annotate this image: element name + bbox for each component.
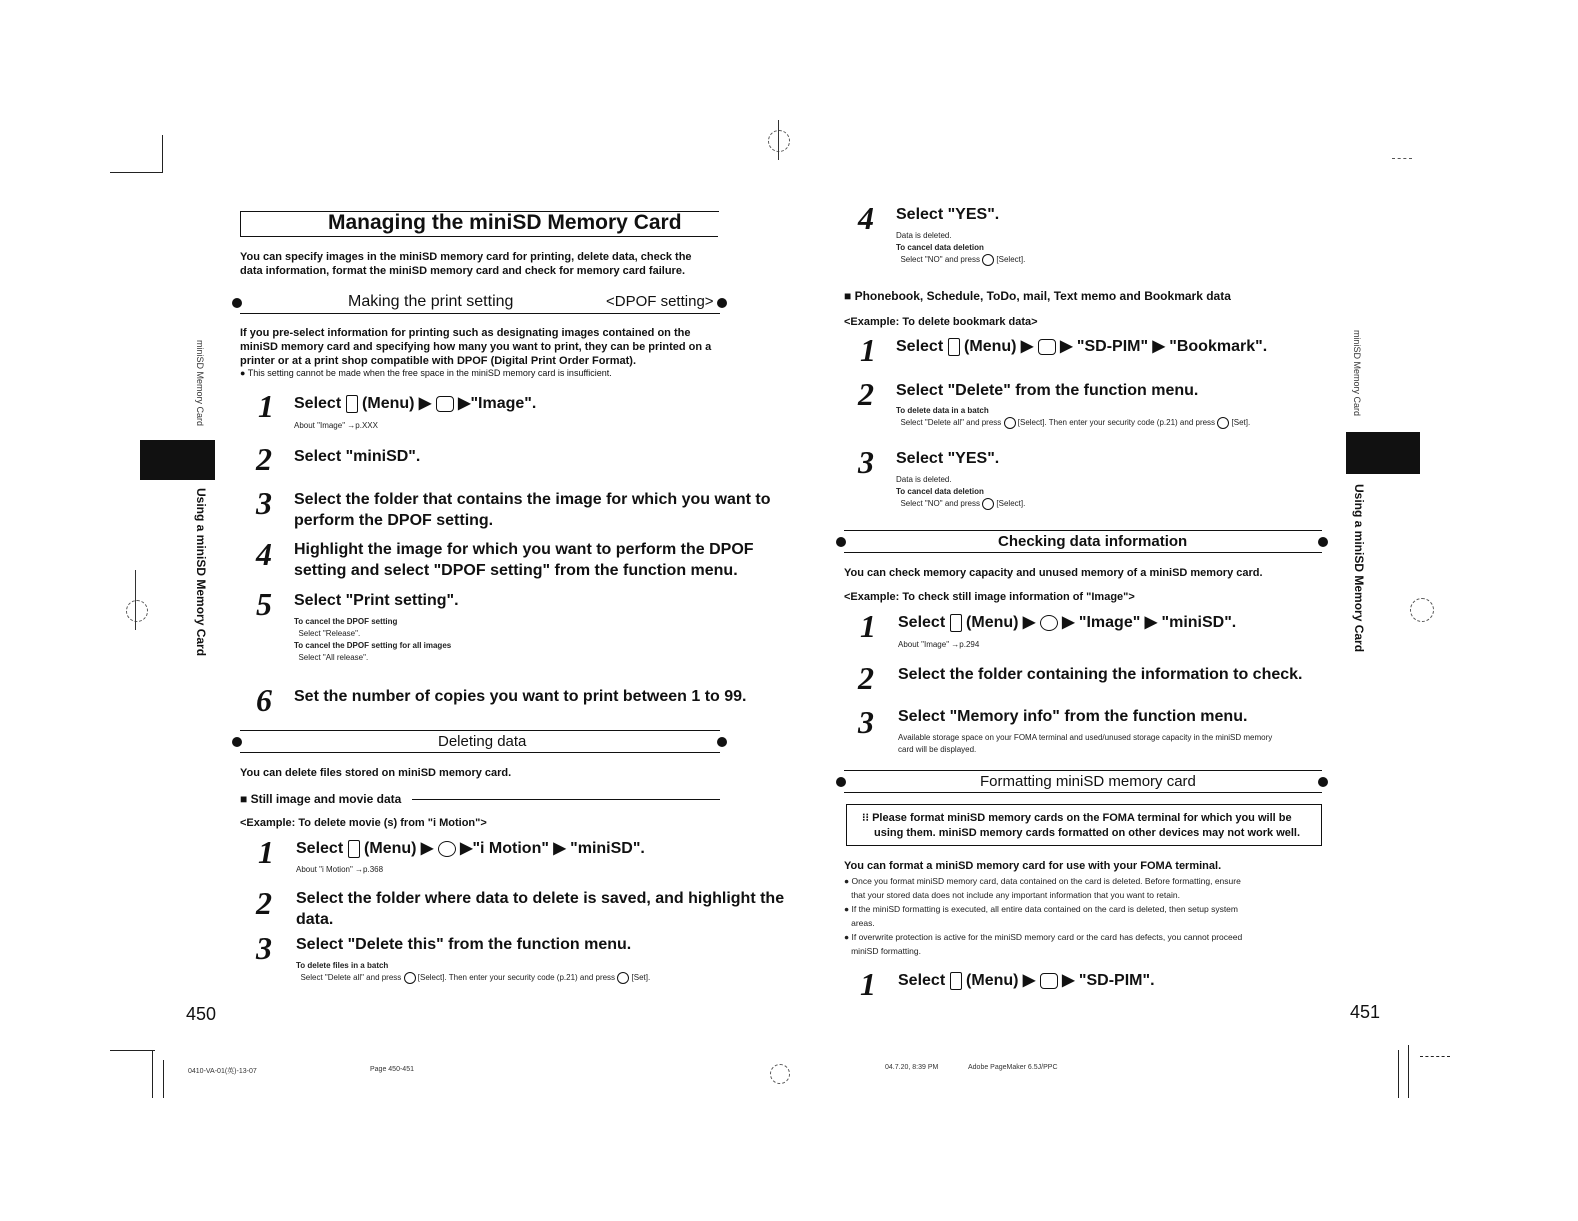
step-text: Select the folder that contains the image for which you want to perform the DPOF setting. xyxy=(294,491,771,529)
heading-rule xyxy=(844,552,1322,553)
center-key-icon xyxy=(617,972,629,984)
step-number: 3 xyxy=(858,704,874,740)
bullet-note: ● This setting cannot be made when the free space in the miniSD memory card is insufficient. xyxy=(240,368,612,378)
crop-mark xyxy=(110,160,163,173)
step-note: To delete data in a batch Select "Delete all" and press [Select]. Then enter your security code (p.21) and press [Set]. xyxy=(896,406,1251,428)
title-rule xyxy=(240,236,718,237)
step-text: Select "YES". xyxy=(896,206,1000,223)
intro-line: You can specify images in the miniSD memory card for printing, delete data, check the xyxy=(240,251,692,263)
step-number: 3 xyxy=(256,930,272,966)
camera-menu-icon xyxy=(1040,615,1058,631)
menu-key-icon xyxy=(950,972,962,990)
menu-key-icon xyxy=(346,395,358,413)
center-key-icon xyxy=(982,254,994,266)
paragraph-line: You can format a miniSD memory card for use with your FOMA terminal. xyxy=(844,860,1222,872)
footer-slug: Adobe PageMaker 6.5J/PPC xyxy=(968,1064,1058,1071)
step-note: About "Image" →p.XXX xyxy=(294,421,378,430)
step-number: 2 xyxy=(256,885,272,921)
center-key-icon xyxy=(404,972,416,984)
paragraph-line: printer or at a print shop compatible with DPOF (Digital Print Order Format). xyxy=(240,355,637,367)
center-key-icon xyxy=(982,498,994,510)
step-text: Select "miniSD". xyxy=(294,448,421,465)
step-text: Select "Memory info" from the function menu. xyxy=(898,708,1248,725)
registration-mark xyxy=(1410,598,1434,622)
example-label: <Example: To check still image information of "Image"> xyxy=(844,591,1135,603)
data-box-icon xyxy=(1040,973,1058,989)
subsection-rule xyxy=(412,799,720,800)
registration-mark xyxy=(768,130,790,152)
step-number: 6 xyxy=(256,682,272,718)
footer-slug: 0410-VA-01(英)-13-07 xyxy=(188,1068,257,1075)
heading-dot xyxy=(717,737,727,747)
heading-rule xyxy=(240,730,720,731)
step-number: 4 xyxy=(256,536,272,572)
side-label-small: miniSD Memory Card xyxy=(1352,330,1362,417)
paragraph-line: You can delete files stored on miniSD memory card. xyxy=(240,767,512,779)
side-label-small: miniSD Memory Card xyxy=(195,340,205,427)
step-number: 3 xyxy=(256,485,272,521)
example-label: <Example: To delete movie (s) from "i Motion"> xyxy=(240,817,487,829)
step-number: 1 xyxy=(860,332,876,368)
step-number: 1 xyxy=(860,966,876,1002)
step-number: 5 xyxy=(256,586,272,622)
menu-key-icon xyxy=(348,840,360,858)
camera-menu-icon xyxy=(438,841,456,857)
step-text: Select the folder containing the information to check. xyxy=(898,666,1303,683)
paragraph-line: You can check memory capacity and unused memory of a miniSD memory card. xyxy=(844,567,1263,579)
center-key-icon xyxy=(1217,417,1229,429)
step-text: Select (Menu) ▶ ▶"i Motion" ▶ "miniSD". xyxy=(296,840,645,857)
page-number: 450 xyxy=(186,1004,217,1024)
paragraph-line: If you pre-select information for printing such as designating images contained on the xyxy=(240,327,691,339)
registration-mark xyxy=(126,600,148,622)
heading-rule xyxy=(240,313,720,314)
side-label-section: Using a miniSD Memory Card xyxy=(194,488,208,657)
step-note: To delete files in a batch Select "Delete all" and press [Select]. Then enter your security code (p.21) and press [Set]. xyxy=(296,961,651,983)
camera-menu-icon xyxy=(436,396,454,412)
section-heading: Deleting data xyxy=(438,733,527,750)
subsection-heading: ■ Still image and movie data xyxy=(240,792,402,806)
heading-rule xyxy=(240,752,720,753)
warning-line: using them. miniSD memory cards formatted on other devices may not work well. xyxy=(874,827,1301,839)
step-note: About "Image" →p.294 xyxy=(898,640,980,649)
bullet-text: This setting cannot be made when the free space in the miniSD memory card is insufficient. xyxy=(247,368,612,378)
page-number: 451 xyxy=(1350,1002,1381,1022)
step-text: Select (Menu) ▶ ▶"Image". xyxy=(294,395,537,412)
example-label: <Example: To delete bookmark data> xyxy=(844,316,1038,328)
step-number: 1 xyxy=(258,834,274,870)
side-tab xyxy=(140,440,215,480)
step-number: 2 xyxy=(858,660,874,696)
step-number: 2 xyxy=(858,376,874,412)
footer-slug: Page 450-451 xyxy=(370,1066,414,1073)
step-note: About "i Motion" →p.368 xyxy=(296,865,384,874)
data-box-icon xyxy=(1038,339,1056,355)
registration-mark xyxy=(770,1064,790,1084)
menu-key-icon xyxy=(948,338,960,356)
registration-mark xyxy=(135,570,136,630)
registration-mark xyxy=(778,120,779,160)
heading-dot xyxy=(1318,777,1328,787)
step-number: 4 xyxy=(858,200,874,236)
warning-line: ⁝⁝ Please format miniSD memory cards on the FOMA terminal for which you will be xyxy=(862,812,1292,824)
step-text: Select "YES". xyxy=(896,450,1000,467)
step-text: Highlight the image for which you want to perform the DPOF setting and select "DPOF setting" from the function menu. xyxy=(294,541,754,579)
crop-mark xyxy=(1398,1050,1399,1098)
center-key-icon xyxy=(1004,417,1016,429)
footer-slug: 04.7.20, 8:39 PM xyxy=(885,1064,939,1071)
side-tab xyxy=(1346,432,1420,474)
step-text: Select "Print setting". xyxy=(294,592,459,609)
heading-rule xyxy=(844,792,1322,793)
step-note: Data is deleted. To cancel data deletion Select "NO" and press [Select]. xyxy=(896,231,1026,265)
heading-dot xyxy=(232,298,242,308)
heading-rule xyxy=(844,770,1322,771)
section-tag: <DPOF setting> xyxy=(606,293,714,310)
heading-dot xyxy=(232,737,242,747)
section-heading: Checking data information xyxy=(998,533,1188,550)
step-number: 3 xyxy=(858,444,874,480)
crop-mark xyxy=(162,135,163,160)
crop-mark xyxy=(110,1050,155,1051)
step-text: Select (Menu) ▶ ▶ "SD-PIM". xyxy=(898,972,1155,989)
step-text: Select "Delete this" from the function menu. xyxy=(296,936,632,953)
section-heading: Making the print setting xyxy=(348,293,514,310)
heading-dot xyxy=(1318,537,1328,547)
bullet-note: ● Once you format miniSD memory card, data contained on the card is deleted. Before formatting, ensure that your stored data does not include any important information that you want to retain. ● If the miniSD formatting is executed, all entire data contained on the card is deleted, then setup system areas. ● If overwrite protection is active for the miniSD memory card or the card has defects, you cannot proceed miniSD formatting. xyxy=(844,876,1243,956)
step-note: Data is deleted. To cancel data deletion Select "NO" and press [Select]. xyxy=(896,475,1026,509)
crop-mark xyxy=(1408,1045,1409,1098)
step-number: 1 xyxy=(860,608,876,644)
heading-dot xyxy=(717,298,727,308)
step-text: Select the folder where data to delete is saved, and highlight the data. xyxy=(296,890,785,928)
section-heading: Formatting miniSD memory card xyxy=(980,773,1196,790)
step-number: 2 xyxy=(256,441,272,477)
heading-dot xyxy=(836,777,846,787)
page-title: Managing the miniSD Memory Card xyxy=(328,211,682,234)
step-note: Available storage space on your FOMA terminal and used/unused storage capacity in the miniSD memory card will be displayed. xyxy=(898,733,1273,754)
step-text: Set the number of copies you want to print between 1 to 99. xyxy=(294,688,747,705)
heading-dot xyxy=(836,537,846,547)
step-text: Select "Delete" from the function menu. xyxy=(896,382,1199,399)
paragraph-line: miniSD memory card and specifying how many you want to print, they can be printed on a xyxy=(240,341,712,353)
subsection-heading: ■ Phonebook, Schedule, ToDo, mail, Text memo and Bookmark data xyxy=(844,289,1231,303)
crop-mark xyxy=(1420,1056,1450,1057)
step-text: Select (Menu) ▶ ▶ "SD-PIM" ▶ "Bookmark". xyxy=(896,338,1268,355)
crop-mark xyxy=(1392,158,1412,159)
side-label-section: Using a miniSD Memory Card xyxy=(1352,484,1366,653)
intro-line: data information, format the miniSD memory card and check for memory card failure. xyxy=(240,265,686,277)
heading-rule xyxy=(844,530,1322,531)
crop-mark xyxy=(163,1060,164,1098)
menu-key-icon xyxy=(950,614,962,632)
crop-mark xyxy=(152,1050,153,1098)
step-text: Select (Menu) ▶ ▶ "Image" ▶ "miniSD". xyxy=(898,614,1237,631)
step-number: 1 xyxy=(258,388,274,424)
step-note: To cancel the DPOF setting Select "Release". To cancel the DPOF setting for all images Select "All release". xyxy=(294,617,452,662)
